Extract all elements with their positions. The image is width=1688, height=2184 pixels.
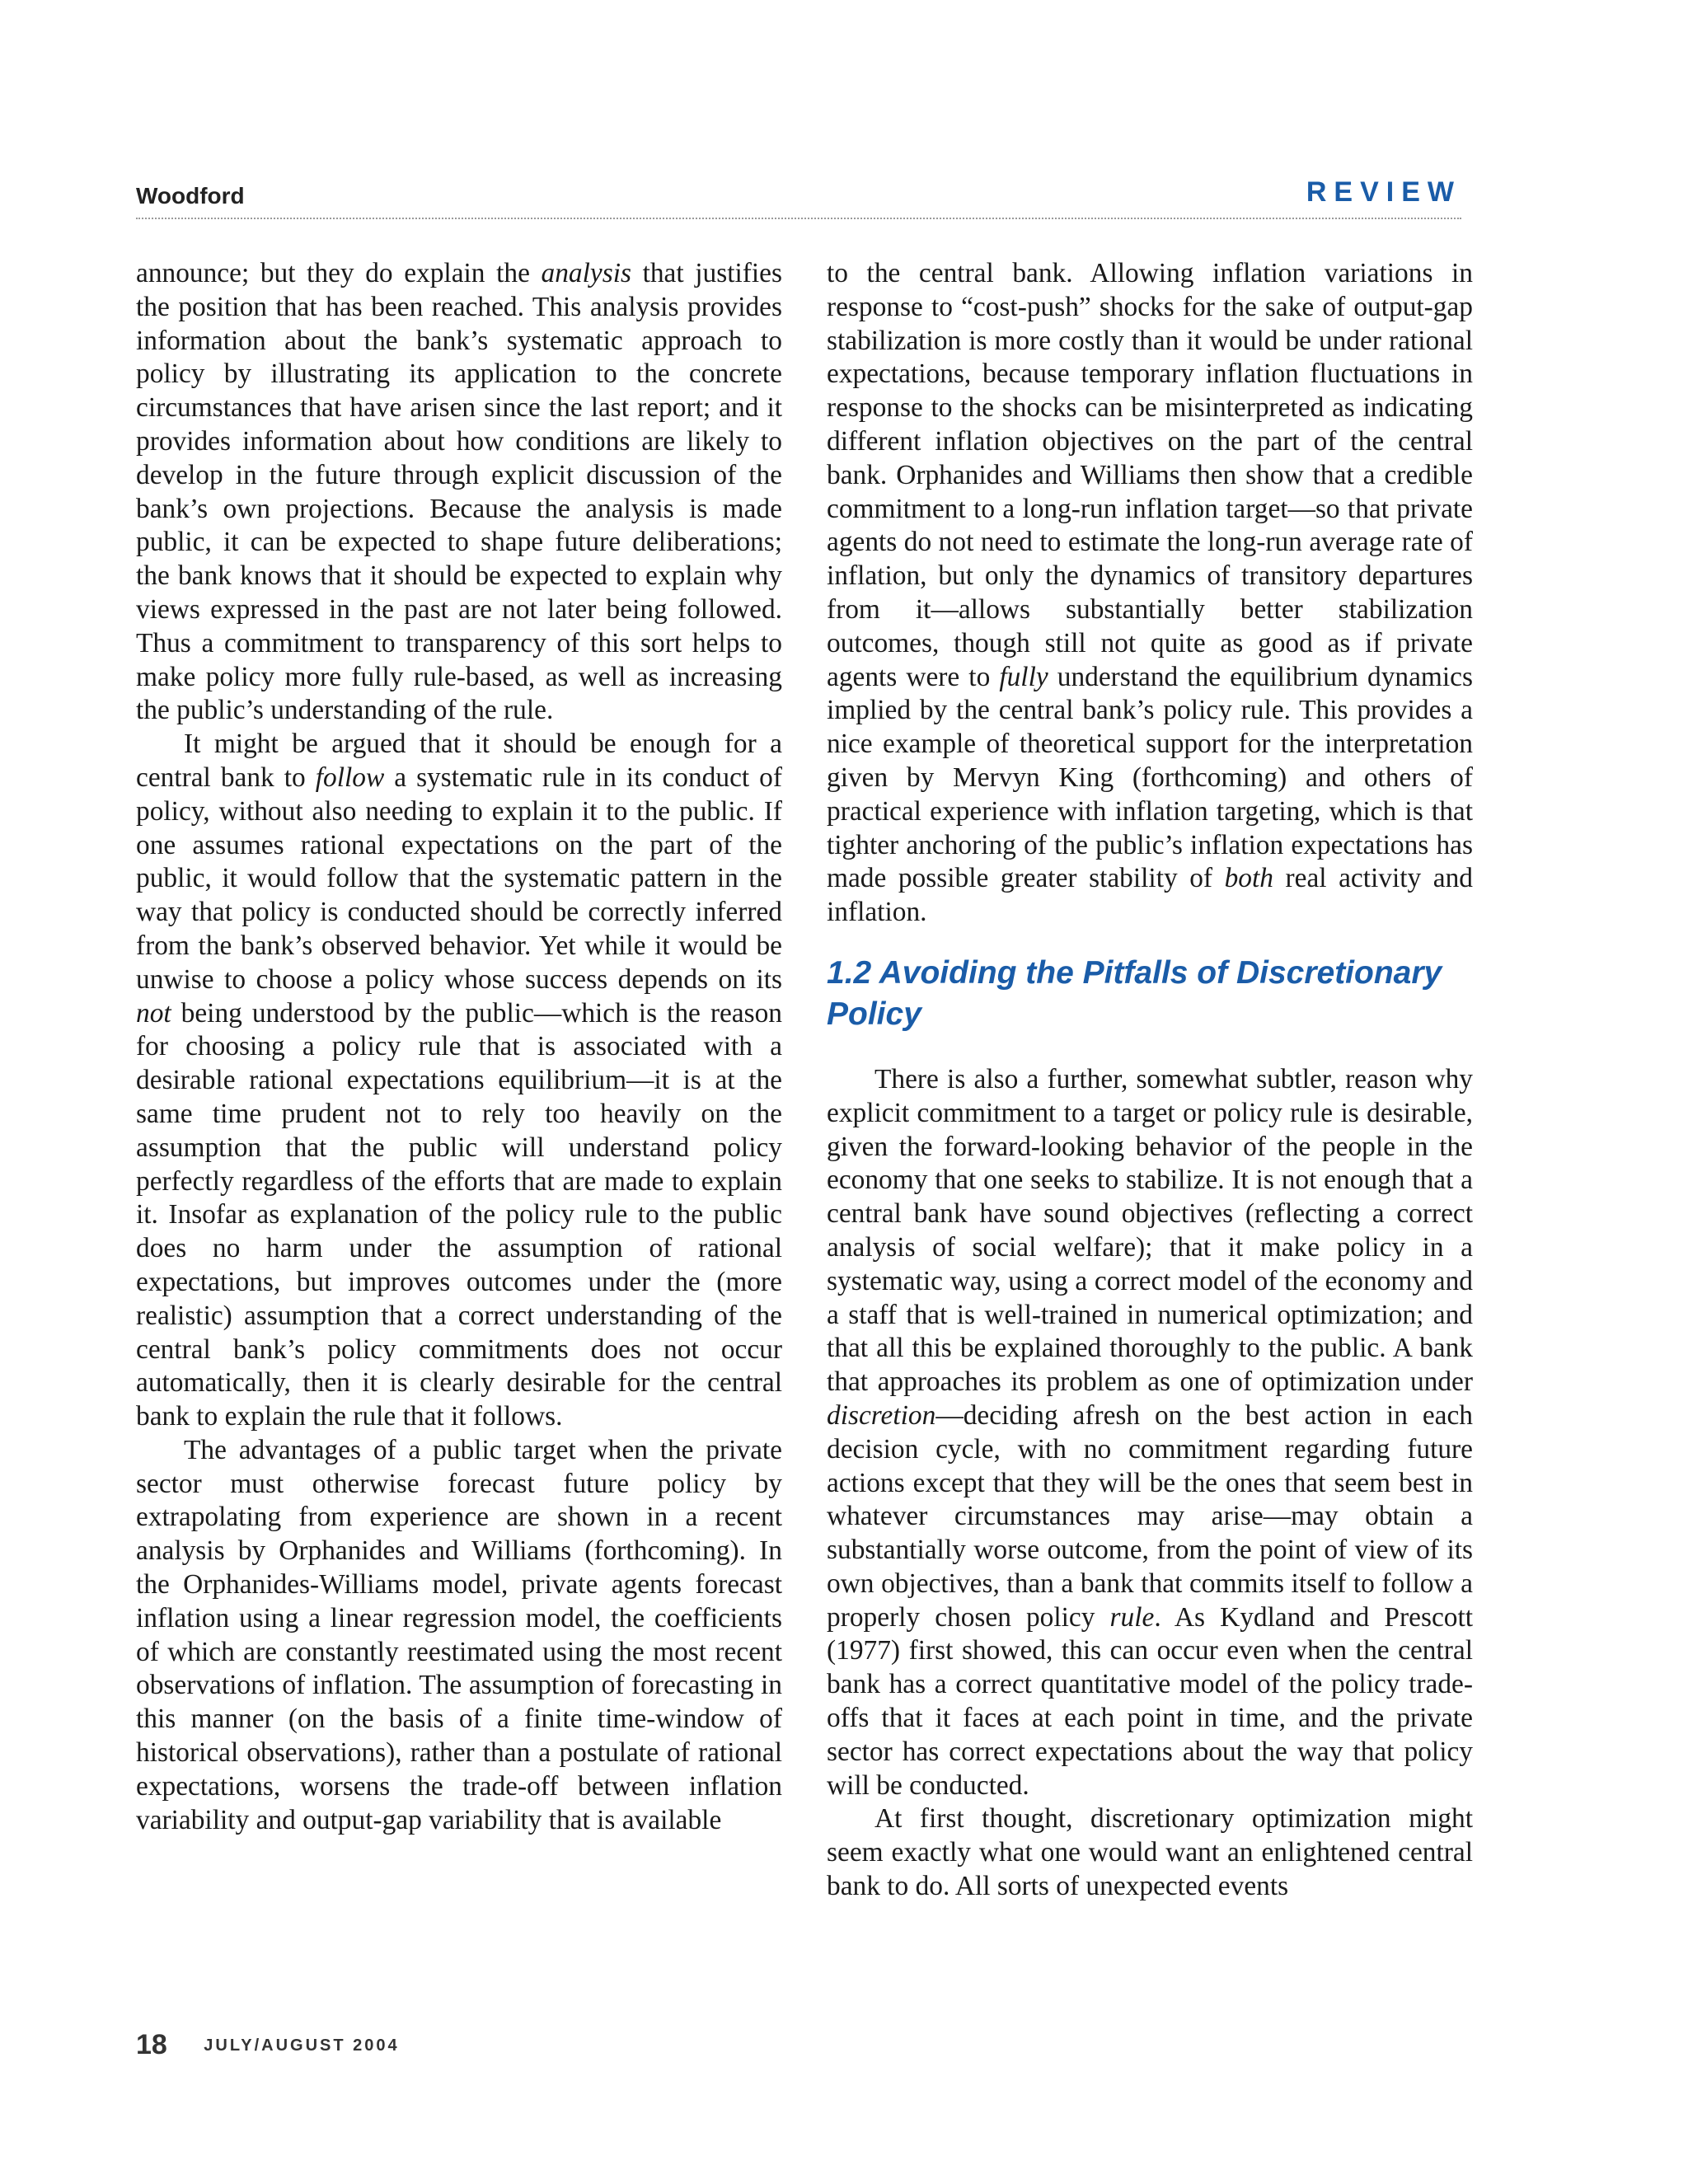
paragraph: At first thought, discretionary optimization might seem exactly what one would want an enlightened central bank to do. All sorts of unexpected events xyxy=(827,1803,1473,1902)
emphasis: not xyxy=(136,997,171,1029)
paragraph: to the central bank. Allowing inflation variations in response to “cost-push” shocks for the sake of output-gap stabilization is more costly than it would be under rational expectations, because temporary inflation fluctuations in response to the shocks can be misinterpreted as indicating different inflation objectives on the part of the central bank. Orphanides and Williams then show that a credible commitment to a long-run inflation target—so that private agents do not need to estimate the long-run average rate of inflation, but only the dynamics of transitory departures from it—allows substantially better stabilization outcomes, though still not quite as good as if private agents were to fully understand the equilibrium dynamics implied by the central bank’s policy rule. This provides a nice example of theoretical support for the interpretation given by Mervyn King (forthcoming) and others of practical experience with inflation targeting, which is that tighter anchoring of the public’s inflation expectations has made possible greater stability of both real activity and inflation. xyxy=(827,258,1474,928)
left-column xyxy=(136,257,782,1837)
emphasis: follow xyxy=(315,762,385,793)
paragraph: It might be argued that it should be enough for a central bank to follow a systematic rule in its conduct of policy, without also needing to explain it to the public. If one assumes rational expectations on the part of the public, it would follow that the systematic pattern in the way that policy is conducted should be correctly inferred from the bank’s observed behavior. Yet while it would be unwise to choose a policy whose success depends on its not being understood by the public—which is the reason for choosing a policy rule that is associated with a desirable rational expectations equilibrium—it is at the same time prudent not to rely too heavily on the assumption that the public will understand policy perfectly regardless of the efforts that are made to explain it. Insofar as explanation of the policy rule to the public does no harm under the assumption of rational expectations, but improves outcomes under the (more realistic) assumption that a correct understanding of the central bank’s policy commitments does not occur automatically, then it is clearly desirable for the central bank to explain the rule that it follows. xyxy=(136,729,782,1432)
emphasis: both xyxy=(1224,863,1273,894)
paragraph: There is also a further, somewhat subtler, reason why explicit commitment to a target or policy rule is desirable, given the forward-looking behavior of the people in the economy that one seeks to stabilize. It is not enough that a central bank have sound objectives (reflecting a correct analysis of social welfare); that it make policy in a systematic way, using a correct model of the economy and a staff that is well-trained in numerical optimization; and that all this be explained thoroughly to the public. A bank that approaches its problem as one of optimization under discretion—deciding afresh on the best action in each decision cycle, with no commitment regarding future actions except that they will be the ones that seem best in whatever circumstances may arise—may obtain a substantially worse outcome, from the point of view of its own objectives, than a bank that commits itself to follow a properly chosen policy rule. As Kydland and Prescott (1977) first showed, this can occur even when the central bank has a correct quantitative model of the policy trade-offs that it faces at each point in time, and the private sector has correct expectations about the way that policy will be conducted. xyxy=(827,1063,1474,1801)
emphasis: discretion xyxy=(827,1399,936,1431)
running-header xyxy=(136,175,1461,219)
running-header-author: Woodford xyxy=(136,183,245,209)
page-number: 18 xyxy=(136,2029,167,2060)
right-column xyxy=(827,257,1473,1904)
emphasis: fully xyxy=(999,661,1048,692)
section-heading: 1.2 Avoiding the Pitfalls of Discretionary Policy xyxy=(827,954,1442,1032)
running-header-journal: REVIEW xyxy=(1306,176,1461,208)
emphasis: rule xyxy=(1109,1601,1155,1633)
emphasis: analysis xyxy=(541,258,631,288)
page-footer xyxy=(136,2029,400,2061)
paragraph: announce; but they do explain the analysis that justifies the position that has been reached. This analysis provides information about the bank’s systematic approach to policy by illustrating its application to the concrete circumstances that have arisen since the last report; and it provides information about how conditions are likely to develop in the future through explicit discussion of the bank’s own projections. Because the analysis is made public, it can be expected to shape future deliberations; the bank knows that it should be expected to explain why views expressed in the past are not later being followed. Thus a commitment to transparency of this sort helps to make policy more fully rule-based, as well as increasing the public’s understanding of the rule. xyxy=(136,258,782,726)
issue-date: JULY/AUGUST 2004 xyxy=(204,2036,400,2055)
paragraph: The advantages of a public target when the private sector must otherwise forecast future policy by extrapolating from experience are shown in a recent analysis by Orphanides and Williams (forthcoming). In the Orphanides-Williams model, private agents forecast inflation using a linear regression model, the coefficients of which are constantly reestimated using the most recent observations of inflation. The assumption of forecasting in this manner (on the basis of a finite time-window of historical observations), rather than a postulate of rational expectations, worsens the trade-off between inflation variability and output-gap variability that is available xyxy=(136,1434,782,1835)
